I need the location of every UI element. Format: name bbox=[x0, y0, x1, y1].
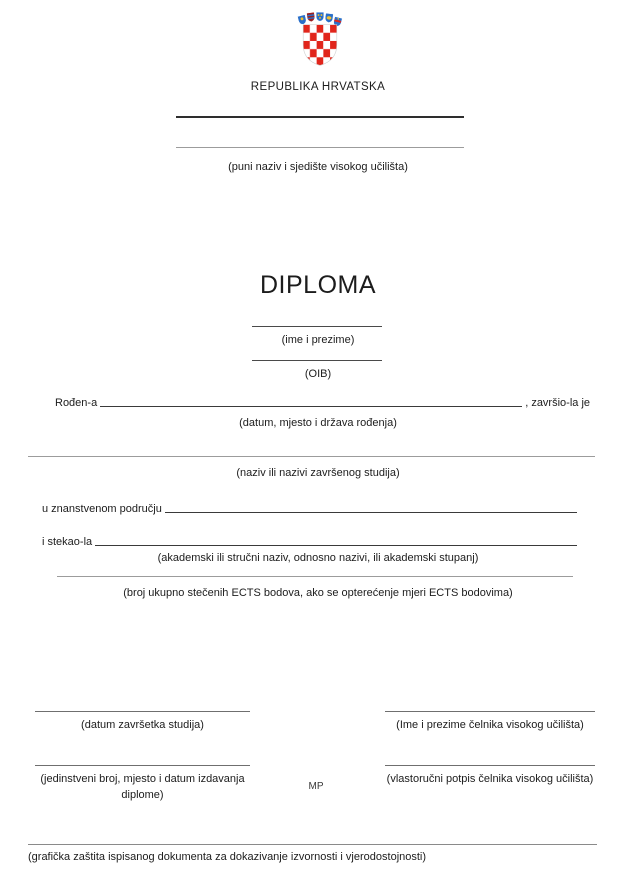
field-label: u znanstvenom području bbox=[42, 503, 162, 515]
institution-caption: (puni naziv i sjedište visokog učilišta) bbox=[228, 161, 408, 173]
rector-signature-line bbox=[385, 754, 595, 766]
document-title: DIPLOMA bbox=[259, 271, 377, 299]
rector-signature-caption: (vlastoručni potpis čelnika visokog učilišta) bbox=[386, 773, 594, 785]
study-name-line bbox=[28, 446, 595, 457]
birth-row bbox=[55, 396, 590, 410]
birth-caption: (datum, mjesto i država rođenja) bbox=[239, 417, 397, 429]
oib-fill-line bbox=[252, 350, 382, 361]
acquired-fill-line bbox=[95, 545, 577, 546]
birth-suffix: , završio-la je bbox=[525, 397, 590, 409]
ects-caption: (broj ukupno stečenih ECTS bodova, ako se opterećenje mjeri ECTS bodovima) bbox=[123, 587, 513, 599]
seal-mark: MP bbox=[308, 781, 324, 792]
field-row bbox=[42, 502, 580, 516]
institution-seat-line bbox=[176, 135, 464, 148]
oib-caption: (OIB) bbox=[304, 368, 332, 380]
birth-prefix: Rođen-a bbox=[55, 397, 98, 409]
name-fill-line bbox=[252, 316, 382, 327]
birth-fill-line bbox=[100, 406, 522, 407]
name-caption: (ime i prezime) bbox=[281, 334, 355, 346]
issue-number-line bbox=[35, 754, 250, 766]
institution-name-line bbox=[176, 106, 464, 118]
ects-fill-line bbox=[57, 566, 573, 577]
end-date-caption: (datum završetka studija) bbox=[81, 719, 204, 731]
rector-name-caption: (Ime i prezime čelnika visokog učilišta) bbox=[396, 719, 584, 731]
acquired-row bbox=[42, 535, 580, 549]
rector-name-line bbox=[385, 700, 595, 712]
security-graphic-caption: (grafička zaštita ispisanog dokumenta za dokazivanje izvornosti i vjerodostojnosti) bbox=[28, 851, 427, 863]
croatia-coat-of-arms-icon bbox=[296, 10, 344, 70]
issue-number-caption: (jedinstveni broj, mjesto i datum izdavanja diplome) bbox=[40, 773, 245, 801]
degree-caption: (akademski ili stručni naziv, odnosno nazivi, ili akademski stupanj) bbox=[157, 552, 479, 564]
country-title: REPUBLIKA HRVATSKA bbox=[250, 81, 386, 93]
end-date-line bbox=[35, 700, 250, 712]
study-caption: (naziv ili nazivi završenog studija) bbox=[236, 467, 400, 479]
field-fill-line bbox=[165, 512, 577, 513]
security-graphic-line bbox=[28, 833, 597, 845]
acquired-label: i stekao-la bbox=[42, 536, 93, 548]
